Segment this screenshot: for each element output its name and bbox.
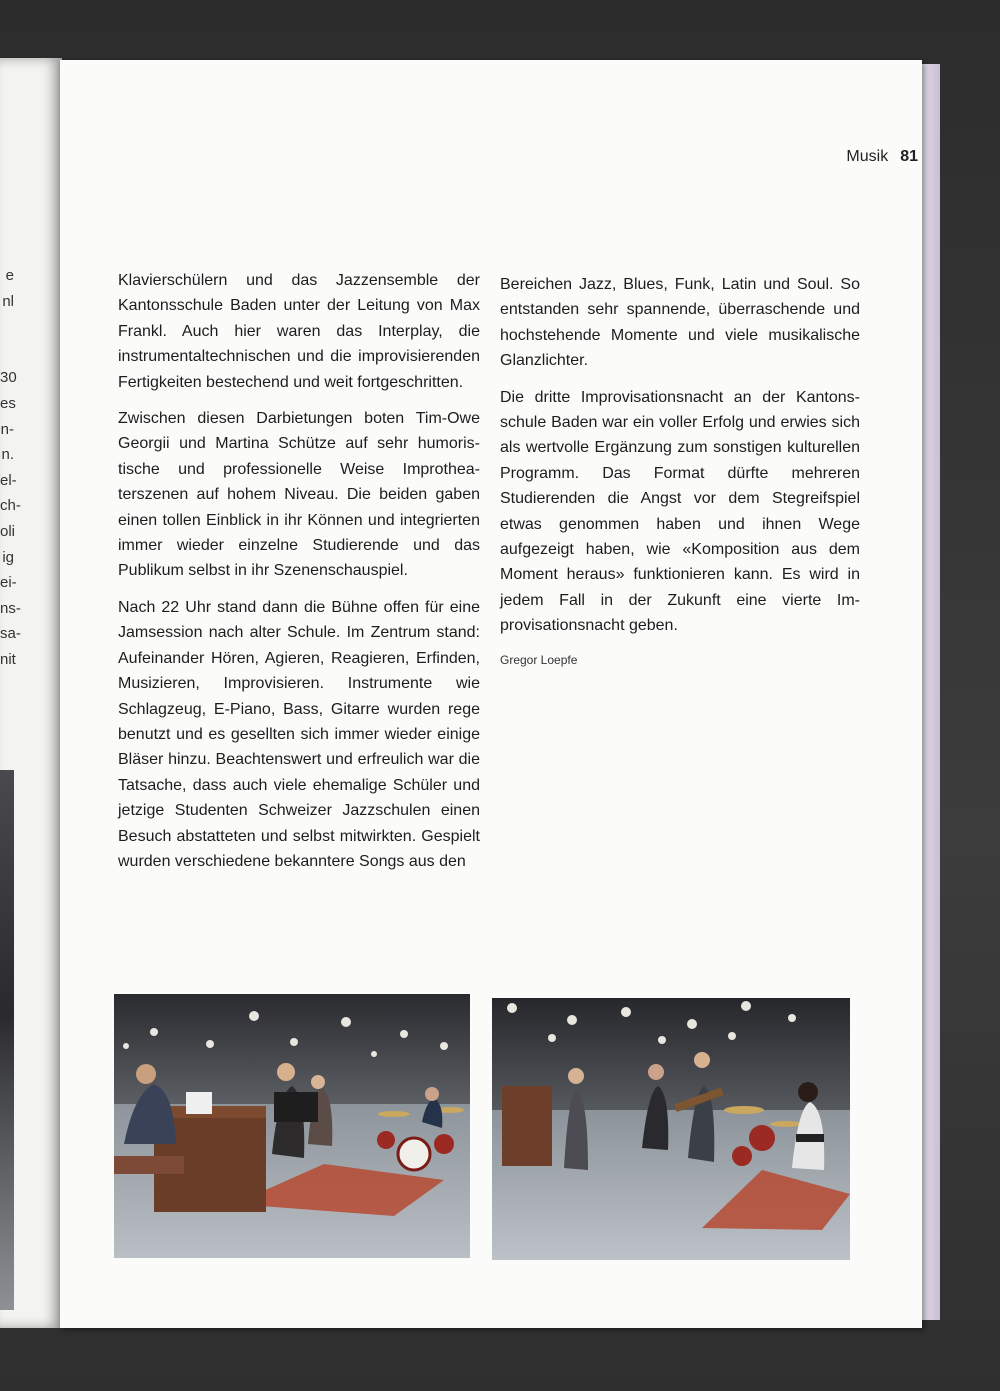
page-number: 81	[900, 148, 918, 165]
paragraph: Bereichen Jazz, Blues, Funk, Latin und Soul. So entstanden sehr spannende, überraschende und hochstehende Momente und viele musikalische Glanzlichter.	[500, 276, 860, 370]
left-page-fragment: 30	[0, 369, 17, 387]
left-page-fragment: oli	[0, 523, 16, 540]
photo-band-piano	[114, 994, 470, 1258]
paragraph: Die dritte Improvisationsnacht an der Kantonsschule Baden war ein voller Erfolg und erwies sich als wertvolle Ergänzung zum sonstigen kulturellen Programm. Das Format dürfte mehreren Studierenden die Angst vor dem Stegreifspiel etwas genommen haben und ihnen Wege aufgezeigt haben, wie «Komposition aus dem Moment heraus» funktionieren kann. Es wird in jedem Fall in der Zukunft eine vierte Improvisationsnacht geben.	[500, 388, 860, 635]
left-page-fragment: nit	[0, 651, 16, 668]
book-page	[60, 60, 922, 1328]
left-page-fragment: ig	[2, 548, 14, 566]
paragraph: Nach 22 Uhr stand dann die Bühne offen für eine Jamsession nach alter Schule. Im Zentrum stand: Aufeinander Hören, Agieren, Reagieren, Erfinden, Musizieren, Improvisieren. Instrumente wie Schlagzeug, E-Piano, Bass, Gitarre wurden rege benutzt und es gesellten sich immer wieder einige Bläser hinzu. Beachtenswert und erfreulich war die Tatsache, dass auch viele ehemalige Schüler und jetzige Studenten Schweizer Jazzschulen einen Besuch abstatteten und selbst mitwirkten. Gespielt wurden verschiedene bekanntere Songs aus den	[118, 598, 480, 870]
text-column-left	[118, 268, 480, 885]
running-header	[778, 148, 918, 172]
photo-band-guitar	[492, 998, 850, 1260]
left-page-fragment: n.	[1, 446, 14, 464]
paragraph: Zwischen diesen Darbietungen boten Tim-Owe Georgii und Martina Schütze auf sehr humoristische und professionelle Weise Improtheaterszenen auf hohem Niveau. Die beiden gaben einen tollen Einblick in ihr Können und integrierten immer wieder einzelne Studierende und das Publikum selbst in ihr Szenenschauspiel.	[118, 410, 480, 580]
left-page-fragment: ns-	[0, 599, 21, 617]
left-page-fragment: sa-	[0, 625, 21, 643]
left-page-fragment: es	[0, 395, 16, 412]
left-page-fragment: e	[5, 267, 14, 284]
left-page-fragment: ei-	[0, 574, 17, 592]
left-page-fragment: el-	[0, 471, 17, 489]
photo-image	[114, 994, 470, 1258]
left-page-photo-fragment	[0, 770, 14, 1310]
text-column-right	[500, 272, 860, 673]
left-page-fragment: n-	[0, 420, 14, 438]
left-page-edge	[0, 58, 62, 1328]
photo-image	[492, 998, 850, 1260]
left-page-fragment: ch-	[0, 497, 21, 515]
page-stack-edge	[920, 64, 940, 1320]
section-title: Musik	[846, 148, 889, 165]
author-credit: Gregor Loepfe	[500, 652, 578, 667]
paragraph: Klavierschülern und das Jazzensemble der Kantonsschule Baden unter der Leitung von Max Frankl. Auch hier waren das Interplay, die instrumentaltechnischen und die improvisierenden Fertigkeiten bestechend und weit fortgeschritten.	[118, 272, 480, 391]
left-page-fragment: nl	[2, 292, 14, 310]
